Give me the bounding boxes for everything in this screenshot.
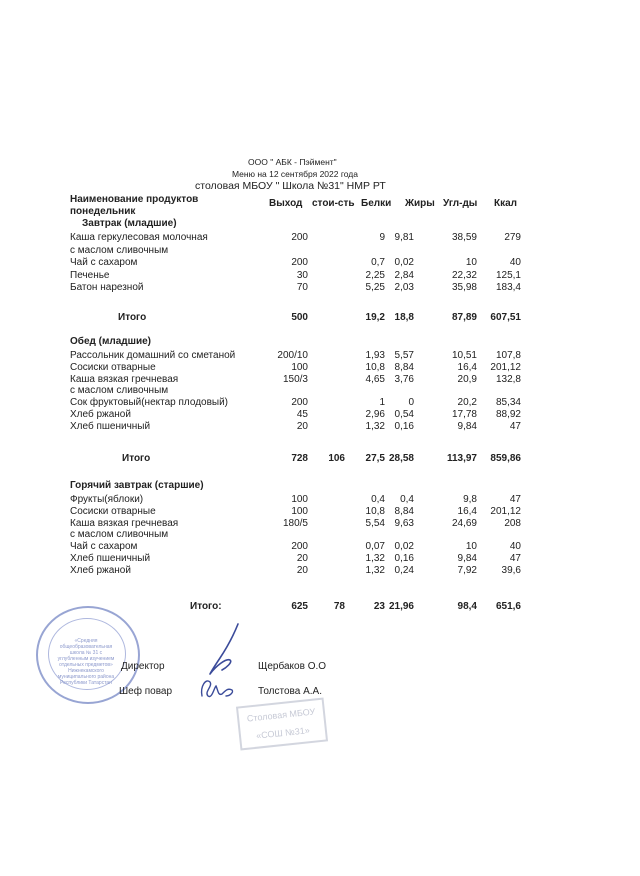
cell-carbs: 24,69 [451, 517, 477, 529]
table-row [0, 245, 640, 257]
table-row [0, 553, 640, 565]
section-title-lunch: Обед (младшие) [70, 336, 152, 347]
column-kcal: Ккал [494, 198, 518, 209]
cell-kcal: 208 [504, 517, 521, 529]
chef-title: Шеф повар [119, 686, 173, 697]
cell-protein: 2,25 [365, 269, 385, 281]
cell-output: 200/10 [277, 350, 308, 361]
cell-carbs: 113,97 [446, 453, 477, 464]
item-name: Чай с сахаром [70, 541, 138, 553]
cell-fat: 0,02 [394, 541, 414, 553]
cell-kcal: 107,8 [495, 350, 521, 361]
total-label: Итого: [190, 601, 222, 612]
cell-protein: 4,65 [365, 373, 385, 385]
cell-output: 70 [296, 282, 308, 293]
table-row [0, 565, 640, 577]
table-row [0, 409, 640, 421]
section-title-hot-breakfast: Горячий завтрак (старшие) [70, 480, 204, 491]
cell-fat: 8,84 [394, 505, 414, 517]
section-title-breakfast: Завтрак (младшие) [82, 218, 177, 229]
item-name: Хлеб ржаной [70, 409, 131, 420]
cell-protein: 1,32 [365, 420, 385, 432]
cell-carbs: 9,84 [457, 420, 477, 432]
rect-stamp [236, 698, 328, 751]
cell-fat: 0,16 [394, 420, 414, 432]
column-name: Наименование продуктов [70, 194, 199, 205]
cell-protein: 1 [379, 397, 385, 409]
chef-name: Толстова А.А. [258, 686, 322, 697]
item-name: Сосиски отварные [70, 361, 156, 373]
cell-carbs: 38,59 [451, 232, 477, 243]
column-carbs: Угл-ды [443, 198, 478, 209]
table-row [0, 385, 640, 397]
item-name: с маслом сливочным [70, 529, 169, 541]
item-name: с маслом сливочным [70, 244, 169, 256]
director-title: Директор [121, 661, 165, 672]
cell-fat: 2,03 [394, 282, 414, 293]
item-name: Каша геркулесовая молочная [70, 232, 208, 243]
cell-output: 200 [291, 232, 308, 243]
item-name: Чай с сахаром [70, 257, 138, 268]
cell-protein: 0,7 [371, 257, 385, 268]
cell-carbs: 17,78 [451, 409, 477, 420]
cell-kcal: 607,51 [490, 312, 521, 323]
table-row [0, 374, 640, 386]
cell-output: 20 [296, 553, 308, 564]
cell-kcal: 88,92 [495, 409, 521, 420]
cell-fat: 5,57 [394, 350, 414, 361]
cell-protein: 27,5 [365, 453, 385, 464]
table-row [0, 541, 640, 553]
cell-carbs: 9,8 [463, 494, 477, 505]
director-name: Щербаков О.О [258, 661, 327, 672]
column-protein: Белки [361, 198, 392, 209]
cell-fat: 0,54 [394, 409, 414, 420]
cell-fat: 28,58 [388, 453, 414, 464]
item-name: Рассольник домашний со сметаной [70, 350, 236, 361]
cell-protein: 23 [373, 601, 385, 612]
director-signature [200, 620, 260, 680]
cell-output: 100 [291, 505, 308, 517]
cell-carbs: 16,4 [457, 361, 477, 373]
item-name: Каша вязкая гречневая [70, 373, 179, 385]
rect-stamp-line2: «СОШ №31» [255, 725, 311, 741]
column-output: Выход [269, 198, 303, 209]
item-name: Каша вязкая гречневая [70, 517, 179, 529]
cell-kcal: 47 [509, 494, 521, 505]
table-row [0, 257, 640, 269]
column-day: понедельник [70, 206, 136, 217]
cell-kcal: 47 [509, 420, 521, 432]
cell-fat: 0,24 [394, 564, 414, 576]
cell-carbs: 16,4 [457, 505, 477, 517]
cell-carbs: 22,32 [451, 269, 477, 281]
total-label: Итого [118, 312, 147, 323]
cell-output: 500 [291, 312, 308, 323]
cell-fat: 0,16 [394, 553, 414, 564]
total-row [0, 453, 640, 465]
table-row [0, 350, 640, 362]
cell-kcal: 40 [509, 257, 521, 268]
cell-output: 200 [291, 541, 308, 553]
cell-protein: 10,8 [365, 361, 385, 373]
cell-kcal: 279 [504, 232, 521, 243]
cell-fat: 0,02 [394, 257, 414, 268]
cell-carbs: 9,84 [457, 553, 477, 564]
item-name: Батон нарезной [70, 282, 144, 293]
cell-output: 20 [296, 420, 308, 432]
column-fat: Жиры [405, 198, 435, 209]
table-row [0, 282, 640, 294]
cell-fat: 3,76 [394, 373, 414, 385]
item-name: Сосиски отварные [70, 505, 156, 517]
column-cost: стои-сть [312, 198, 355, 209]
item-name: с маслом сливочным [70, 385, 169, 397]
cell-output: 625 [291, 601, 308, 612]
cell-kcal: 201,12 [490, 361, 521, 373]
cell-carbs: 20,9 [457, 373, 477, 385]
cell-protein: 9 [379, 232, 385, 243]
cell-kcal: 183,4 [495, 282, 521, 293]
table-row [0, 362, 640, 374]
cell-carbs: 87,89 [451, 312, 477, 323]
table-row [0, 397, 640, 409]
cell-fat: 18,8 [394, 312, 414, 323]
cell-output: 45 [296, 409, 308, 420]
cell-kcal: 132,8 [495, 373, 521, 385]
cell-protein: 0,07 [365, 541, 385, 553]
table-row [0, 270, 640, 282]
item-name: Хлеб ржаной [70, 564, 131, 576]
cell-protein: 1,32 [365, 553, 385, 564]
cell-carbs: 7,92 [457, 564, 477, 576]
cell-kcal: 125,1 [495, 269, 521, 281]
cell-carbs: 35,98 [451, 282, 477, 293]
cell-kcal: 651,6 [495, 601, 521, 612]
cell-fat: 8,84 [394, 361, 414, 373]
cell-kcal: 39,6 [501, 564, 521, 576]
cell-protein: 1,32 [365, 564, 385, 576]
cell-protein: 5,54 [365, 517, 385, 529]
cell-protein: 2,96 [365, 409, 385, 420]
cell-kcal: 47 [509, 553, 521, 564]
item-name: Хлеб пшеничный [70, 553, 151, 564]
item-name: Хлеб пшеничный [70, 420, 151, 432]
cell-fat: 2,84 [394, 269, 414, 281]
cell-protein: 5,25 [365, 282, 385, 293]
table-row [0, 506, 640, 518]
cell-kcal: 201,12 [490, 505, 521, 517]
rect-stamp-line1: Столовая МБОУ [246, 706, 316, 724]
cell-cost: 78 [333, 601, 345, 612]
cell-output: 30 [296, 269, 308, 281]
cell-kcal: 859,86 [490, 453, 521, 464]
table-row [0, 494, 640, 506]
cell-protein: 10,8 [365, 505, 385, 517]
total-label: Итого [122, 453, 151, 464]
cell-fat: 0,4 [400, 494, 414, 505]
cell-fat: 9,63 [394, 517, 414, 529]
company-name: ООО " АБК - Пэймент" [248, 157, 337, 167]
chef-signature [196, 674, 240, 702]
item-name: Фрукты(яблоки) [70, 494, 144, 505]
cell-output: 180/5 [282, 517, 308, 529]
cell-output: 200 [291, 397, 308, 409]
cell-carbs: 10 [465, 541, 477, 553]
cell-kcal: 40 [509, 541, 521, 553]
cell-protein: 1,93 [365, 350, 385, 361]
table-row [0, 421, 640, 433]
cell-protein: 0,4 [371, 494, 385, 505]
cell-carbs: 10,51 [451, 350, 477, 361]
cell-output: 100 [291, 361, 308, 373]
cell-fat: 0 [408, 397, 414, 409]
cell-fat: 21,96 [388, 601, 414, 612]
cell-carbs: 20,2 [457, 397, 477, 409]
cell-protein: 19,2 [365, 312, 385, 323]
cell-fat: 9,81 [394, 232, 414, 243]
cell-output: 150/3 [282, 373, 308, 385]
table-row [0, 232, 640, 244]
total-row [0, 312, 640, 324]
cell-cost: 106 [328, 453, 345, 464]
school-name: столовая МБОУ " Школа №31" НМР РТ [195, 180, 386, 192]
item-name: Сок фруктовый(нектар плодовый) [70, 397, 229, 409]
cell-carbs: 98,4 [457, 601, 477, 612]
cell-output: 100 [291, 494, 308, 505]
item-name: Печенье [70, 269, 110, 281]
round-stamp-text: «Средняя общеобразовательная школа № 31 с углубленным изучением отдельных предметов» Нижнекамского муниципального района Республики Татарстан [57, 638, 115, 686]
cell-output: 20 [296, 564, 308, 576]
menu-date: Меню на 12 сентября 2022 года [232, 169, 358, 179]
table-row [0, 518, 640, 530]
cell-carbs: 10 [465, 257, 477, 268]
cell-output: 200 [291, 257, 308, 268]
table-row [0, 529, 640, 541]
cell-output: 728 [291, 453, 308, 464]
cell-kcal: 85,34 [495, 397, 521, 409]
